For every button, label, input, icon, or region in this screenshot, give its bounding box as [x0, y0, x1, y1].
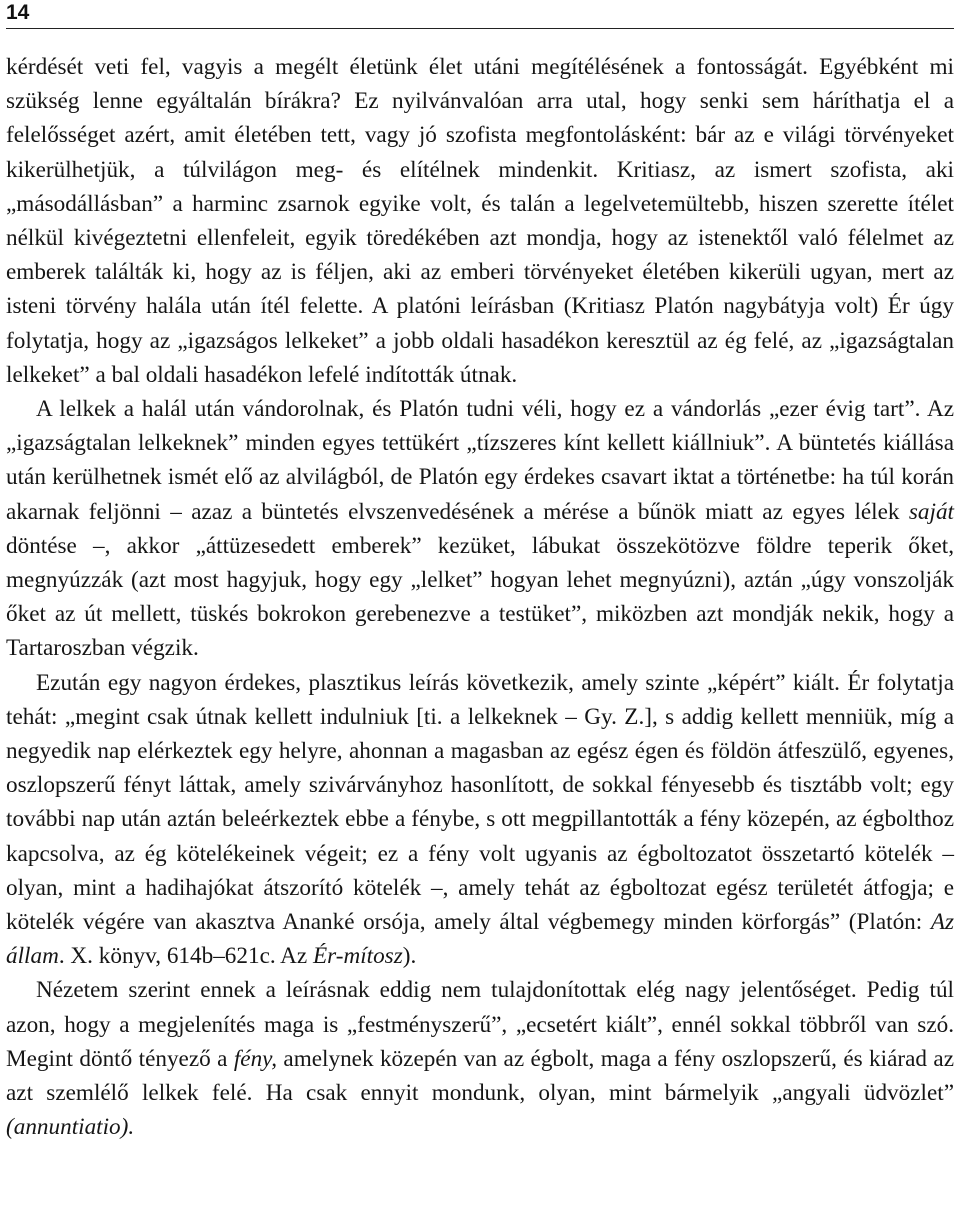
- paragraph-3-text-a: Ezután egy nagyon érdekes, plasztikus leírás következik, amely szinte „képért” kiált. Ér folytatja tehát: „megint csak útnak kellett indulniuk [ti. a lelkeknek – Gy. Z.], s addig kellett menniük, míg a negyedik nap elérkeztek egy helyre, ahonnan a magasban az egész égen és földön átfeszülő, egyenes, oszlopszerű fényt láttak, amely szivárványhoz hasonlított, de sokkal fényesebb és tisztább volt; egy további nap után aztán beleérkeztek ebbe a fénybe, s ott megpillantották a fény közepén, az égbolthoz kapcsolva, az ég kötelékeinek végeit; ez a fény volt ugyanis az égboltozatot összetartó kötelék – olyan, mint a hadihajókat átszorító kötelék –, amely tehát az égboltozat egész területét átfogja; e kötelék végére van akasztva Ananké orsója, amely által végbemegy minden körforgás” (Platón:: [6, 669, 954, 936]
- paragraph-4: [6, 973, 954, 1144]
- paragraph-3-title-er-mitosz: Ér-mítosz: [313, 943, 403, 970]
- header-rule: [6, 28, 954, 29]
- paragraph-2-emphasis: saját: [908, 498, 954, 525]
- paragraph-4-text-b: amelynek közepén van az égbolt, maga a fény oszlopszerű, és kiárad az azt szemlélő lelkek felé. Ha csak ennyit mondunk, olyan, mint bármelyik „angyali üdvözlet”: [6, 1045, 954, 1107]
- page-number: 14: [6, 1, 30, 24]
- paragraph-3-text-c: ).: [402, 943, 417, 970]
- paragraph-2-text-b: döntése –, akkor „áttüzesedett emberek” kezüket, lábukat összekötözve földre teperik őket, megnyúzzák (azt most hagyjuk, hogy egy „lelket” hogyan lehet megnyúzni), aztán „úgy vonszolják őket az út mellett, tüskés bokrokon gerebenezve a testüket”, miközben azt mondják nekik, hogy a Tartaroszban végzik.: [6, 532, 954, 662]
- paragraph-2-text-a: A lelkek a halál után vándorolnak, és Platón tudni véli, hogy ez a vándorlás „ezer évig tart”. Az „igazságtalan lelkeknek” minden egyes tettükért „tízszeres kínt kellett kiállniuk”. A büntetés kiállása után kerülhetnek ismét elő az alvilágból, de Platón egy érdekes csavart iktat a történetbe: ha túl korán akarnak feljönni – azaz a büntetés elvszenvedésének a mérése a bűnök miatt az egyes lélek: [6, 396, 954, 525]
- paragraph-3-text-b: . X. könyv, 614b–621c. Az: [58, 943, 314, 970]
- paragraph-4-emphasis-annuntiatio: (annuntiatio).: [6, 1114, 135, 1141]
- paragraph-2: [6, 392, 954, 666]
- paragraph-1: [6, 50, 954, 392]
- paragraph-4-emphasis-feny: fény,: [233, 1045, 277, 1072]
- body-text: [6, 50, 954, 1145]
- paragraph-3-title-allam: Az állam: [6, 909, 954, 970]
- paragraph-4-text-a: Nézetem szerint ennek a leírásnak eddig nem tulajdonítottak elég nagy jelentőséget. Pedig túl azon, hogy a megjelenítés maga is „festményszerű”, „ecsetért kiált”, ennél sokkal többről van szó. Megint döntő tényező a: [6, 977, 954, 1072]
- paragraph-3: [6, 666, 954, 974]
- paragraph-1-text: kérdését veti fel, vagyis a megélt életünk élet utáni megítélésének a fontosságát. Egyébként mi szükség lenne egyáltalán bírákra? Ez nyilvánvalóan arra utal, hogy senki sem háríthatja el a felelősséget azért, amit életében tett, vagy jó szofista megfontolásként: bár az e világi törvényeket kikerülhetjük, a túlvilágon meg- és elítélnek mindenkit. Kritiasz, az ismert szofista, aki „másodállásban” a harminc zsarnok egyike volt, és talán a legelvetemültebb, hiszen szerette ítélet nélkül kivégeztetni ellenfeleit, egyik töredékében azt mondja, hogy az istenektől való félelmet az emberek találták ki, hogy az is féljen, aki az emberi törvényeket életében kikerüli ugyan, mert az isteni törvény halála után ítél felette. A platóni leírásban (Kritiasz Platón nagybátyja volt) Ér úgy folytatja, hogy az „igazságos lelkeket” a jobb oldali hasadékon keresztül az ég felé, az „igazságtalan lelkeket” a bal oldali hasadékon lefelé indították útnak.: [6, 54, 954, 388]
